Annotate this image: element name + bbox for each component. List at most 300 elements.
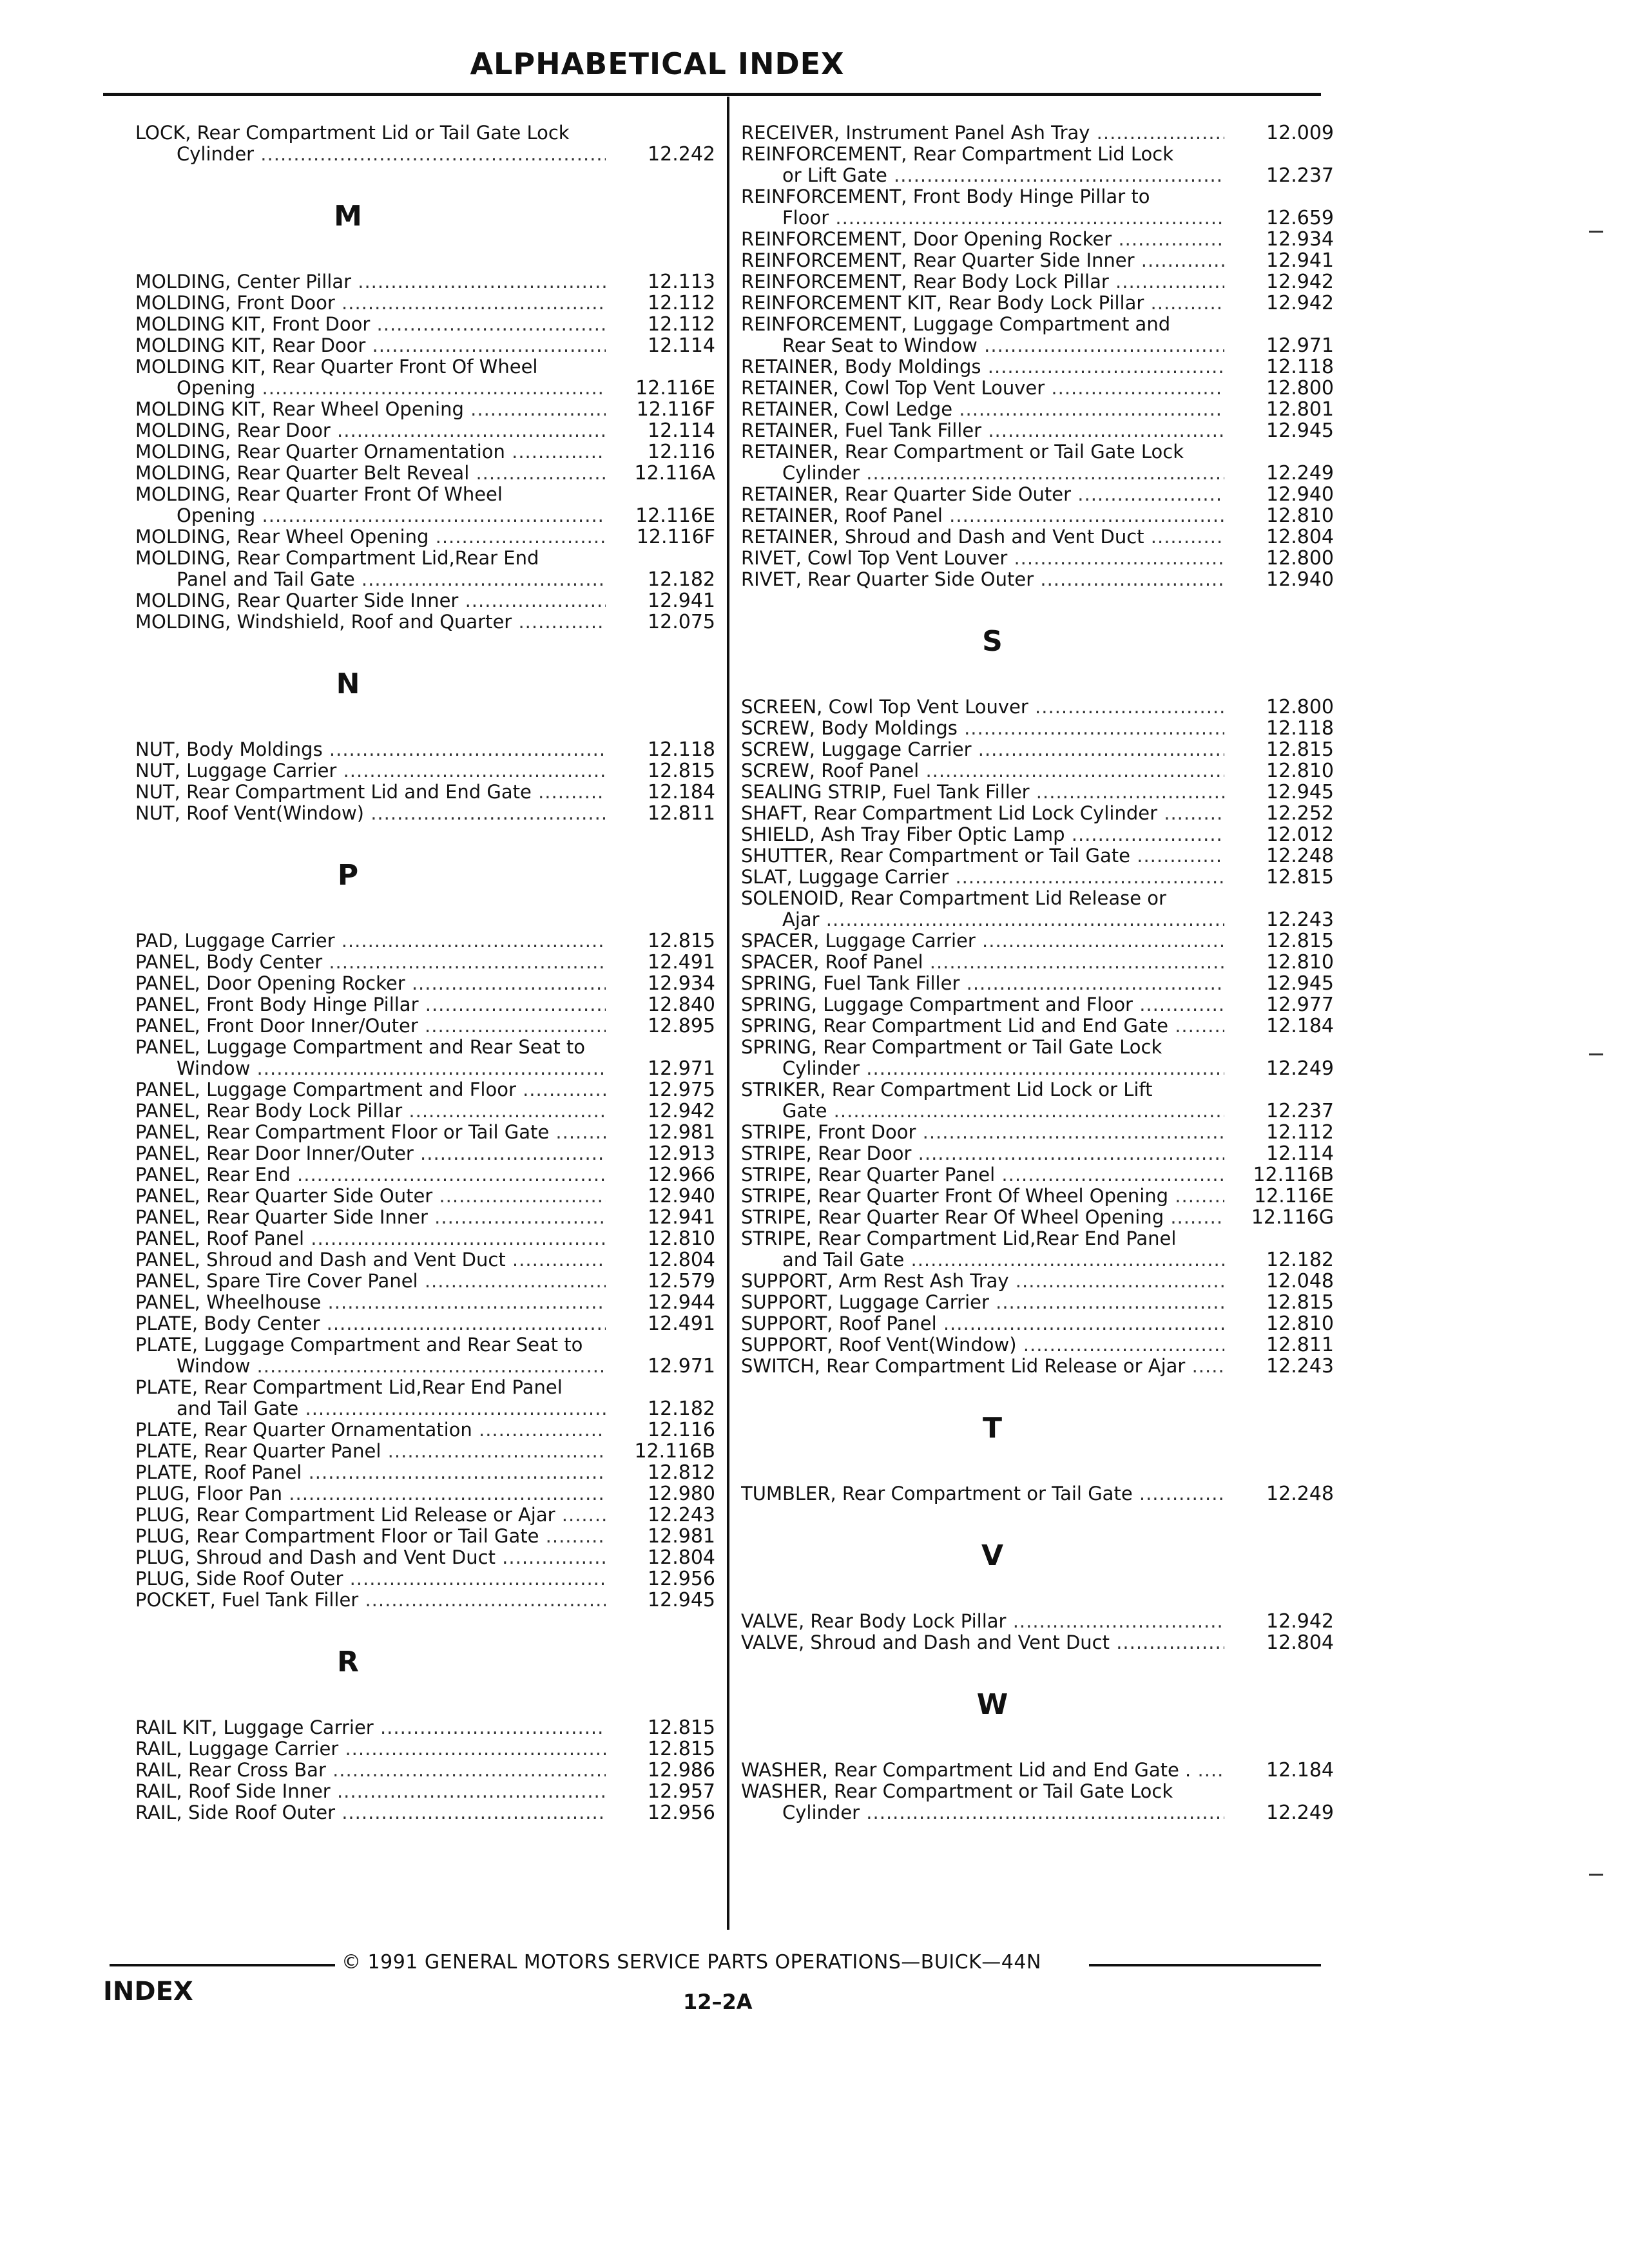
entry-page-ref: 12.815 [648, 1716, 715, 1739]
index-entry [741, 1632, 1334, 1653]
entry-page-ref: 12.810 [648, 1227, 715, 1250]
entry-text-continued: Window ..... [135, 1356, 606, 1377]
entry-page-ref: 12.800 [1266, 696, 1334, 718]
entry-text: PLUG, Floor Pan ..... [135, 1483, 606, 1504]
index-entry [741, 1781, 1334, 1823]
entry-page-ref: 12.940 [1266, 483, 1334, 506]
entry-page-ref: 12.659 [1266, 207, 1334, 229]
index-entry [135, 548, 715, 590]
entry-page-ref: 12.942 [1266, 292, 1334, 314]
index-entry [741, 867, 1334, 888]
entry-page-ref: 12.945 [1266, 781, 1334, 803]
entry-page-ref: 12.116F [636, 526, 715, 548]
entry-page-ref: 12.114 [648, 419, 715, 442]
entry-page-ref: 12.981 [648, 1525, 715, 1548]
entry-page-ref: 12.971 [648, 1355, 715, 1378]
index-entry [741, 888, 1334, 930]
entry-page-ref: 12.986 [648, 1759, 715, 1782]
entry-text: MOLDING, Rear Quarter Belt Reveal ..... [135, 463, 606, 484]
entry-page-ref: 12.980 [648, 1483, 715, 1505]
entry-text-continued: and Tail Gate ..... [135, 1398, 606, 1419]
index-entry [741, 1760, 1334, 1781]
entry-page-ref: 12.243 [1266, 1355, 1334, 1378]
entry-page-ref: 12.116B [634, 1440, 715, 1463]
footer-section-label: INDEX [103, 1977, 193, 2006]
entry-text-continued: or Lift Gate ..... [741, 165, 1224, 186]
entry-text-continued: Cylinder ..... [741, 1802, 1224, 1823]
entry-page-ref: 12.941 [648, 590, 715, 612]
entry-text: PLUG, Rear Compartment Floor or Tail Gate ..... [135, 1526, 606, 1547]
entry-text: SOLENOID, Rear Compartment Lid Release or [741, 888, 1166, 909]
entry-page-ref: 12.248 [1266, 1483, 1334, 1505]
entry-text: SPRING, Rear Compartment or Tail Gate Lock [741, 1037, 1162, 1058]
entry-page-ref: 12.184 [1266, 1759, 1334, 1782]
entry-page-ref: 12.940 [648, 1185, 715, 1207]
entry-page-ref: 12.810 [1266, 760, 1334, 782]
footer-rule-left [110, 1964, 335, 1966]
entry-text: SPRING, Fuel Tank Filler ..... [741, 973, 1224, 994]
entry-text: SPACER, Roof Panel ..... [741, 952, 1224, 973]
entry-page-ref: 12.956 [648, 1568, 715, 1590]
entry-page-ref: 12.971 [1266, 334, 1334, 357]
entry-text: PANEL, Body Center ..... [135, 952, 606, 973]
index-entry [741, 1037, 1334, 1079]
entry-page-ref: 12.957 [648, 1780, 715, 1803]
index-entry [741, 1611, 1334, 1632]
index-entry [741, 782, 1334, 803]
entry-text: RETAINER, Cowl Top Vent Louver ..... [741, 378, 1224, 399]
entry-page-ref: 12.048 [1266, 1270, 1334, 1293]
margin-tick [1589, 231, 1603, 233]
entry-text: RETAINER, Roof Panel ..... [741, 505, 1224, 526]
entry-text: REINFORCEMENT, Rear Body Lock Pillar ..... [741, 271, 1224, 293]
index-entry [135, 484, 715, 526]
entry-page-ref: 12.815 [648, 1738, 715, 1760]
entry-text: RETAINER, Fuel Tank Filler ..... [741, 420, 1224, 441]
section-letter: M [334, 200, 362, 233]
index-entry [135, 760, 715, 782]
entry-page-ref: 12.243 [648, 1504, 715, 1526]
index-entry [135, 952, 715, 973]
section-letter: R [337, 1646, 359, 1678]
index-entry [135, 1313, 715, 1334]
entry-text: RECEIVER, Instrument Panel Ash Tray ..... [741, 122, 1224, 144]
index-entry [741, 548, 1334, 569]
entry-page-ref: 12.118 [648, 738, 715, 761]
margin-tick [1589, 1874, 1603, 1876]
entry-page-ref: 12.913 [648, 1142, 715, 1165]
index-entry [741, 186, 1334, 229]
entry-page-ref: 12.810 [1266, 1312, 1334, 1335]
entry-text: SUPPORT, Arm Rest Ash Tray ..... [741, 1271, 1224, 1292]
entry-text: SPACER, Luggage Carrier ..... [741, 930, 1224, 952]
entry-page-ref: 12.934 [648, 972, 715, 995]
entry-text: MOLDING, Rear Quarter Front Of Wheel [135, 484, 503, 505]
index-entry [741, 293, 1334, 314]
entry-text: SCREEN, Cowl Top Vent Louver ..... [741, 697, 1224, 718]
entry-text-continued: Cylinder ..... [741, 463, 1224, 484]
index-entry [135, 1717, 715, 1738]
entry-page-ref: 12.012 [1266, 823, 1334, 846]
index-entry [135, 1249, 715, 1271]
section-letter: S [982, 625, 1003, 658]
entry-page-ref: 12.116B [1253, 1164, 1334, 1186]
entry-page-ref: 12.815 [1266, 866, 1334, 889]
entry-page-ref: 12.942 [1266, 1610, 1334, 1633]
index-entry [741, 739, 1334, 760]
entry-page-ref: 12.895 [648, 1015, 715, 1037]
index-entry [135, 335, 715, 356]
entry-page-ref: 12.579 [648, 1270, 715, 1293]
index-entry [741, 526, 1334, 548]
entry-text: PLUG, Side Roof Outer ..... [135, 1568, 606, 1590]
entry-text: PANEL, Luggage Compartment and Rear Seat to [135, 1037, 586, 1058]
entry-text: SCREW, Roof Panel ..... [741, 760, 1224, 782]
entry-text-continued: Opening ..... [135, 505, 606, 526]
entry-page-ref: 12.815 [1266, 1291, 1334, 1314]
index-entry [741, 399, 1334, 420]
index-entry [741, 1015, 1334, 1037]
entry-text: SPRING, Luggage Compartment and Floor ..... [741, 994, 1224, 1015]
entry-text: RAIL, Rear Cross Bar ..... [135, 1760, 606, 1781]
entry-page-ref: 12.815 [648, 930, 715, 952]
index-entry [741, 569, 1334, 590]
entry-page-ref: 12.840 [648, 994, 715, 1016]
entry-text-continued: Window ..... [135, 1058, 606, 1079]
entry-text: MOLDING, Rear Wheel Opening ..... [135, 526, 606, 548]
entry-text: MOLDING KIT, Front Door ..... [135, 314, 606, 335]
entry-text: SHAFT, Rear Compartment Lid Lock Cylinder ..... [741, 803, 1224, 824]
entry-page-ref: 12.249 [1266, 1802, 1334, 1824]
index-entry [741, 994, 1334, 1015]
entry-text: STRIPE, Rear Quarter Front Of Wheel Opening ..... [741, 1186, 1224, 1207]
entry-text: PLATE, Rear Quarter Ornamentation ..... [135, 1419, 606, 1441]
entry-text-continued: Cylinder ..... [741, 1058, 1224, 1079]
entry-page-ref: 12.977 [1266, 994, 1334, 1016]
entry-text: MOLDING KIT, Rear Door ..... [135, 335, 606, 356]
entry-text: PANEL, Rear Door Inner/Outer ..... [135, 1143, 606, 1164]
index-entry [741, 1271, 1334, 1292]
entry-page-ref: 12.942 [1266, 271, 1334, 293]
entry-text: SCREW, Body Moldings ..... [741, 718, 1224, 739]
index-entry [135, 463, 715, 484]
entry-page-ref: 12.944 [648, 1291, 715, 1314]
index-entry [741, 930, 1334, 952]
entry-text: POCKET, Fuel Tank Filler ..... [135, 1590, 606, 1611]
entry-page-ref: 12.114 [648, 334, 715, 357]
index-entry [741, 484, 1334, 505]
entry-text-continued: Gate ..... [741, 1100, 1224, 1122]
index-entry [741, 1483, 1334, 1504]
index-entry [741, 1164, 1334, 1186]
entry-text: PANEL, Rear End ..... [135, 1164, 606, 1186]
index-entry [741, 314, 1334, 356]
entry-page-ref: 12.804 [648, 1249, 715, 1271]
entry-page-ref: 12.116E [635, 505, 715, 527]
right-index-column [741, 122, 1334, 1823]
index-entry [135, 1590, 715, 1611]
index-entry [741, 1313, 1334, 1334]
entry-page-ref: 12.981 [648, 1121, 715, 1144]
entry-text: RETAINER, Shroud and Dash and Vent Duct ..... [741, 526, 1224, 548]
entry-text: PANEL, Roof Panel ..... [135, 1228, 606, 1249]
entry-page-ref: 12.118 [1266, 356, 1334, 378]
index-entry [135, 973, 715, 994]
index-entry [135, 1377, 715, 1419]
index-entry [741, 1186, 1334, 1207]
entry-page-ref: 12.237 [1266, 164, 1334, 187]
entry-page-ref: 12.940 [1266, 568, 1334, 591]
index-entry [135, 1441, 715, 1462]
index-entry [741, 1122, 1334, 1143]
section-letter: W [976, 1688, 1008, 1721]
index-entry [741, 973, 1334, 994]
entry-text: SLAT, Luggage Carrier ..... [741, 867, 1224, 888]
index-entry [135, 994, 715, 1015]
entry-page-ref: 12.956 [648, 1802, 715, 1824]
index-entry [135, 1504, 715, 1526]
entry-page-ref: 12.811 [1266, 1334, 1334, 1356]
entry-page-ref: 12.815 [1266, 930, 1334, 952]
entry-page-ref: 12.811 [648, 802, 715, 825]
index-entry [135, 1122, 715, 1143]
index-entry [135, 1526, 715, 1547]
section-letter: V [981, 1539, 1004, 1572]
index-entry [135, 1483, 715, 1504]
index-entry [135, 1738, 715, 1760]
index-entry [135, 1164, 715, 1186]
index-entry [135, 271, 715, 293]
entry-page-ref: 12.942 [648, 1100, 715, 1122]
index-entry [135, 1419, 715, 1441]
entry-page-ref: 12.941 [648, 1206, 715, 1229]
entry-text: SEALING STRIP, Fuel Tank Filler ..... [741, 782, 1224, 803]
entry-text: REINFORCEMENT, Luggage Compartment and [741, 314, 1171, 335]
section-letter: T [982, 1412, 1002, 1445]
index-entry [135, 293, 715, 314]
index-entry [741, 845, 1334, 867]
index-entry [135, 739, 715, 760]
entry-text: PLATE, Body Center ..... [135, 1313, 606, 1334]
entry-page-ref: 12.116E [635, 377, 715, 399]
entry-text: PANEL, Front Door Inner/Outer ..... [135, 1015, 606, 1037]
entry-page-ref: 12.114 [1266, 1142, 1334, 1165]
index-entry [135, 1802, 715, 1823]
entry-text: PANEL, Luggage Compartment and Floor ..... [135, 1079, 606, 1100]
index-entry [741, 1356, 1334, 1377]
entry-text: SUPPORT, Luggage Carrier ..... [741, 1292, 1224, 1313]
index-entry [741, 952, 1334, 973]
index-entry [741, 697, 1334, 718]
entry-text: RETAINER, Rear Compartment or Tail Gate Lock [741, 441, 1184, 463]
entry-text: PANEL, Wheelhouse ..... [135, 1292, 606, 1313]
entry-text: SPRING, Rear Compartment Lid and End Gate ..... [741, 1015, 1224, 1037]
index-entry [741, 718, 1334, 739]
entry-text: PANEL, Door Opening Rocker ..... [135, 973, 606, 994]
index-entry [741, 824, 1334, 845]
entry-page-ref: 12.116G [1251, 1206, 1334, 1229]
entry-text: STRIPE, Rear Quarter Panel ..... [741, 1164, 1224, 1186]
entry-text: PAD, Luggage Carrier ..... [135, 930, 606, 952]
index-entry [135, 314, 715, 335]
index-entry [135, 1143, 715, 1164]
index-entry [135, 611, 715, 633]
entry-page-ref: 12.248 [1266, 845, 1334, 867]
entry-text: SWITCH, Rear Compartment Lid Release or Ajar ..... [741, 1356, 1224, 1377]
entry-text: REINFORCEMENT KIT, Rear Body Lock Pillar ..... [741, 293, 1224, 314]
index-entry [741, 1143, 1334, 1164]
entry-page-ref: 12.945 [1266, 419, 1334, 442]
entry-text: PLATE, Rear Quarter Panel ..... [135, 1441, 606, 1462]
entry-text: VALVE, Shroud and Dash and Vent Duct ..... [741, 1632, 1224, 1653]
entry-text: MOLDING, Windshield, Roof and Quarter ..... [135, 611, 606, 633]
index-entry [741, 1334, 1334, 1356]
entry-text: PLATE, Luggage Compartment and Rear Seat to [135, 1334, 583, 1356]
entry-text: SHIELD, Ash Tray Fiber Optic Lamp ..... [741, 824, 1224, 845]
entry-text: STRIPE, Rear Quarter Rear Of Wheel Opening ..... [741, 1207, 1224, 1228]
index-entry [741, 356, 1334, 378]
entry-text: RAIL, Roof Side Inner ..... [135, 1781, 606, 1802]
entry-text: PANEL, Rear Body Lock Pillar ..... [135, 1100, 606, 1122]
margin-tick [1589, 1053, 1603, 1055]
index-entry [135, 399, 715, 420]
entry-page-ref: 12.815 [648, 760, 715, 782]
entry-page-ref: 12.945 [1266, 972, 1334, 995]
entry-text: REINFORCEMENT, Front Body Hinge Pillar to [741, 186, 1150, 207]
index-entry [135, 1547, 715, 1568]
entry-text: PANEL, Front Body Hinge Pillar ..... [135, 994, 606, 1015]
index-entry [135, 526, 715, 548]
entry-text: NUT, Roof Vent(Window) ..... [135, 803, 606, 824]
entry-text: MOLDING, Rear Compartment Lid,Rear End [135, 548, 539, 569]
index-entry [135, 590, 715, 611]
index-entry [741, 271, 1334, 293]
entry-text: NUT, Luggage Carrier ..... [135, 760, 606, 782]
entry-text: MOLDING, Center Pillar ..... [135, 271, 606, 293]
entry-text: MOLDING KIT, Rear Wheel Opening ..... [135, 399, 606, 420]
entry-page-ref: 12.800 [1266, 547, 1334, 570]
entry-text: PANEL, Shroud and Dash and Vent Duct ..... [135, 1249, 606, 1271]
index-entry [741, 441, 1334, 484]
entry-page-ref: 12.966 [648, 1164, 715, 1186]
entry-text: SHUTTER, Rear Compartment or Tail Gate ..... [741, 845, 1224, 867]
index-entry [135, 356, 715, 399]
entry-page-ref: 12.009 [1266, 122, 1334, 144]
entry-page-ref: 12.112 [648, 313, 715, 336]
entry-text: PANEL, Rear Quarter Side Outer ..... [135, 1186, 606, 1207]
entry-text: WASHER, Rear Compartment or Tail Gate Lock [741, 1781, 1173, 1802]
entry-text-continued: Ajar ..... [741, 909, 1224, 930]
header-rule [103, 93, 1321, 96]
entry-page-ref: 12.116F [636, 398, 715, 421]
index-entry [135, 930, 715, 952]
index-entry [135, 803, 715, 824]
index-entry [741, 1228, 1334, 1271]
index-entry [135, 1100, 715, 1122]
entry-page-ref: 12.975 [648, 1079, 715, 1101]
index-entry [741, 378, 1334, 399]
entry-page-ref: 12.812 [648, 1461, 715, 1484]
index-entry [135, 1760, 715, 1781]
entry-text: WASHER, Rear Compartment Lid and End Gate . ..... [741, 1760, 1224, 1781]
entry-page-ref: 12.945 [648, 1589, 715, 1611]
index-entry [135, 441, 715, 463]
entry-page-ref: 12.801 [1266, 398, 1334, 421]
entry-text: PANEL, Spare Tire Cover Panel ..... [135, 1271, 606, 1292]
entry-page-ref: 12.934 [1266, 228, 1334, 251]
entry-page-ref: 12.182 [648, 568, 715, 591]
entry-page-ref: 12.182 [648, 1398, 715, 1420]
index-entry [741, 760, 1334, 782]
index-entry [741, 144, 1334, 186]
entry-text: VALVE, Rear Body Lock Pillar ..... [741, 1611, 1224, 1632]
entry-text: MOLDING, Rear Quarter Side Inner ..... [135, 590, 606, 611]
entry-page-ref: 12.800 [1266, 377, 1334, 399]
entry-text: MOLDING KIT, Rear Quarter Front Of Wheel [135, 356, 538, 378]
entry-text: RAIL KIT, Luggage Carrier ..... [135, 1717, 606, 1738]
entry-text-continued: Cylinder ..... [135, 144, 606, 165]
index-entry [135, 1015, 715, 1037]
index-entry [135, 1781, 715, 1802]
entry-page-ref: 12.810 [1266, 951, 1334, 974]
entry-page-ref: 12.112 [648, 292, 715, 314]
index-entry [135, 1228, 715, 1249]
entry-page-ref: 12.810 [1266, 505, 1334, 527]
entry-text-continued: Floor ..... [741, 207, 1224, 229]
index-entry [135, 1207, 715, 1228]
entry-page-ref: 12.804 [1266, 526, 1334, 548]
index-entry [741, 1079, 1334, 1122]
entry-text: PLUG, Shroud and Dash and Vent Duct ..... [135, 1547, 606, 1568]
index-entry [135, 1186, 715, 1207]
entry-page-ref: 12.112 [1266, 1121, 1334, 1144]
index-entry [741, 420, 1334, 441]
index-entry [135, 1271, 715, 1292]
entry-page-ref: 12.182 [1266, 1249, 1334, 1271]
index-entry [741, 229, 1334, 250]
entry-text: SUPPORT, Roof Panel ..... [741, 1313, 1224, 1334]
entry-text: NUT, Body Moldings ..... [135, 739, 606, 760]
footer-copyright: © 1991 GENERAL MOTORS SERVICE PARTS OPERATIONS—BUICK—44N [342, 1951, 1041, 1974]
index-entry [135, 1079, 715, 1100]
index-entry [741, 250, 1334, 271]
entry-text: MOLDING, Rear Door ..... [135, 420, 606, 441]
entry-text: NUT, Rear Compartment Lid and End Gate ..... [135, 782, 606, 803]
entry-text: RETAINER, Rear Quarter Side Outer ..... [741, 484, 1224, 505]
entry-page-ref: 12.815 [1266, 738, 1334, 761]
entry-page-ref: 12.804 [1266, 1631, 1334, 1654]
entry-page-ref: 12.252 [1266, 802, 1334, 825]
entry-text: PLUG, Rear Compartment Lid Release or Ajar ..... [135, 1504, 606, 1526]
index-entry [135, 420, 715, 441]
index-entry [741, 803, 1334, 824]
entry-page-ref: 12.249 [1266, 1057, 1334, 1080]
entry-text: STRIPE, Front Door ..... [741, 1122, 1224, 1143]
entry-text: REINFORCEMENT, Rear Quarter Side Inner ..... [741, 250, 1224, 271]
entry-page-ref: 12.116 [648, 1419, 715, 1441]
index-entry [135, 782, 715, 803]
entry-text: MOLDING, Rear Quarter Ornamentation ..... [135, 441, 606, 463]
entry-text: RETAINER, Body Moldings ..... [741, 356, 1224, 378]
entry-text: PLATE, Roof Panel ..... [135, 1462, 606, 1483]
entry-text: SUPPORT, Roof Vent(Window) ..... [741, 1334, 1224, 1356]
index-entry [741, 505, 1334, 526]
entry-text: RIVET, Rear Quarter Side Outer ..... [741, 569, 1224, 590]
index-entry [135, 1568, 715, 1590]
index-entry [135, 122, 715, 165]
entry-page-ref: 12.113 [648, 271, 715, 293]
entry-text: RIVET, Cowl Top Vent Louver ..... [741, 548, 1224, 569]
